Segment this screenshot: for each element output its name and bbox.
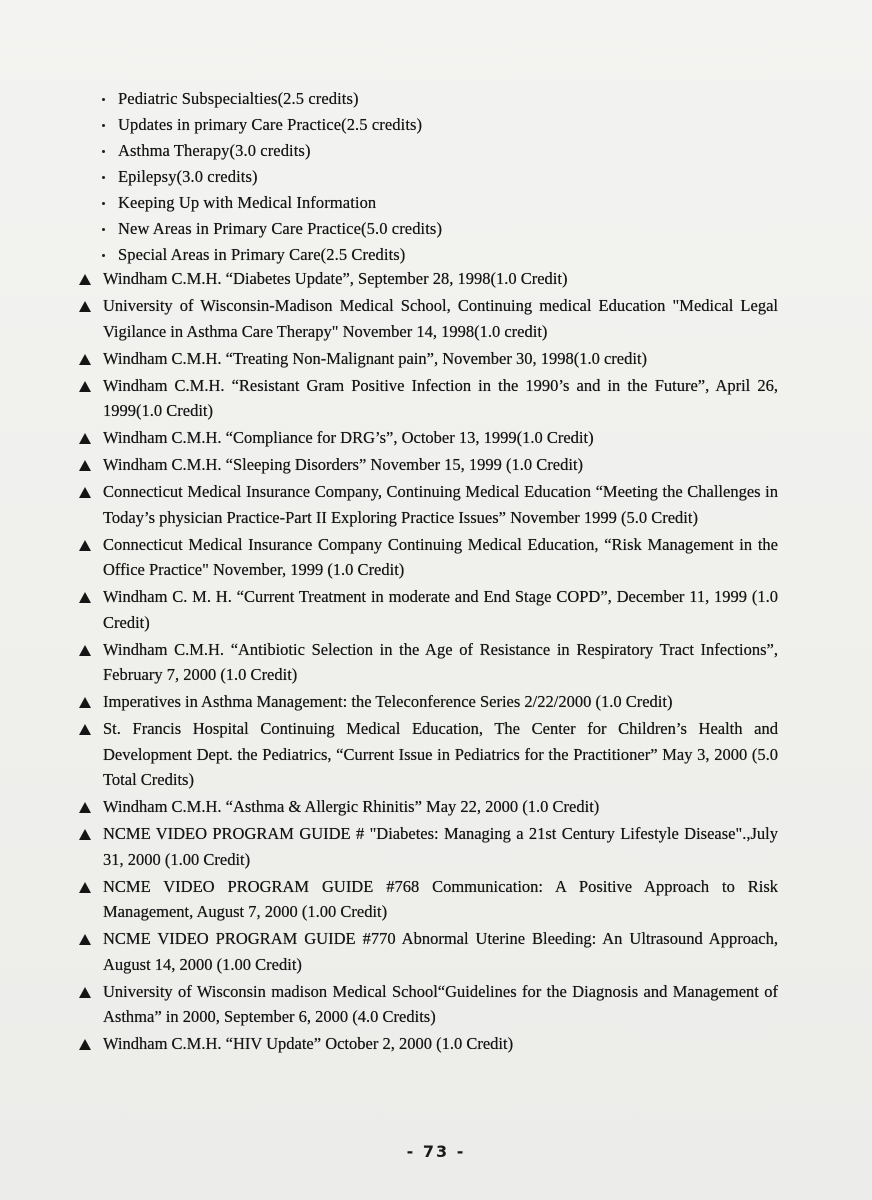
cme-entry <box>78 425 778 451</box>
cme-entry <box>78 373 778 424</box>
cme-entry <box>78 266 778 292</box>
cme-entry-text: NCME VIDEO PROGRAM GUIDE # "Diabetes: Managing a 21st Century Lifestyle Disease".,July 31, 2000 (1.00 Credit) <box>103 824 778 869</box>
sublist-item <box>100 216 442 242</box>
cme-entry-text: Windham C.M.H. “Sleeping Disorders” November 15, 1999 (1.0 Credit) <box>103 455 584 474</box>
page-number: - 73 - <box>406 1142 466 1161</box>
sublist-item <box>100 138 442 164</box>
course-sublist <box>100 86 442 268</box>
triangle-bullet-icon <box>79 934 91 945</box>
cme-entry <box>78 716 778 793</box>
sublist-item-text: New Areas in Primary Care Practice(5.0 credits) <box>118 219 443 238</box>
bullet-dot-icon <box>102 202 105 205</box>
sublist-item <box>100 112 442 138</box>
cme-entry-text: NCME VIDEO PROGRAM GUIDE #770 Abnormal Uterine Bleeding: An Ultrasound Approach, August 14, 2000 (1.00 Credit) <box>103 929 778 974</box>
triangle-bullet-icon <box>79 882 91 893</box>
triangle-bullet-icon <box>79 802 91 813</box>
triangle-bullet-icon <box>79 724 91 735</box>
cme-entry-text: Windham C.M.H. “HIV Update” October 2, 2000 (1.0 Credit) <box>103 1034 514 1053</box>
cme-entry-text: Imperatives in Asthma Management: the Teleconference Series 2/22/2000 (1.0 Credit) <box>103 692 673 711</box>
sublist-item <box>100 242 442 268</box>
sublist-item-text: Asthma Therapy(3.0 credits) <box>118 141 311 160</box>
triangle-bullet-icon <box>79 540 91 551</box>
cme-entry <box>78 1031 778 1057</box>
sublist-item <box>100 164 442 190</box>
cme-entry <box>78 479 778 530</box>
cme-entry <box>78 532 778 583</box>
cme-entry-text: Windham C. M. H. “Current Treatment in moderate and End Stage COPD”, December 11, 1999 (1.0 Credit) <box>103 587 778 632</box>
sublist-item-text: Pediatric Subspecialties(2.5 credits) <box>118 89 359 108</box>
cme-entry-text: Windham C.M.H. “Antibiotic Selection in the Age of Resistance in Respiratory Tract Infections”, February 7, 2000 (1.0 Credit) <box>103 639 778 684</box>
bullet-dot-icon <box>102 176 105 179</box>
cme-entry <box>78 584 778 635</box>
triangle-bullet-icon <box>79 645 91 656</box>
cme-entry-text: Windham C.M.H. “Compliance for DRG’s”, October 13, 1999(1.0 Credit) <box>103 428 594 447</box>
triangle-bullet-icon <box>79 433 91 444</box>
cme-entry-text: NCME VIDEO PROGRAM GUIDE #768 Communication: A Positive Approach to Risk Management, August 7, 2000 (1.00 Credit) <box>103 876 778 921</box>
cme-entry <box>78 794 778 820</box>
sublist-item-text: Keeping Up with Medical Information <box>118 193 377 212</box>
triangle-bullet-icon <box>79 460 91 471</box>
cme-entry <box>78 689 778 715</box>
triangle-bullet-icon <box>79 381 91 392</box>
triangle-bullet-icon <box>79 1039 91 1050</box>
cme-entry <box>78 452 778 478</box>
cme-entry <box>78 821 778 872</box>
bullet-dot-icon <box>102 124 105 127</box>
sublist-item <box>100 86 442 112</box>
cme-entry-text: Windham C.M.H. “Treating Non-Malignant pain”, November 30, 1998(1.0 credit) <box>103 348 648 368</box>
triangle-bullet-icon <box>79 987 91 998</box>
triangle-bullet-icon <box>79 829 91 840</box>
sublist-item-text: Updates in primary Care Practice(2.5 credits) <box>118 115 423 134</box>
cme-entry-text: Connecticut Medical Insurance Company Continuing Medical Education, “Risk Management in the Office Practice" November, 1999 (1.0 Credit) <box>103 534 778 579</box>
sublist-item-text: Epilepsy(3.0 credits) <box>118 167 258 186</box>
sublist-item-text: Special Areas in Primary Care(2.5 Credits) <box>118 245 406 264</box>
triangle-bullet-icon <box>79 301 91 312</box>
cme-entry-text: Connecticut Medical Insurance Company, Continuing Medical Education “Meeting the Challenges in Today’s physician Practice-Part II Exploring Practice Issues” November 1999 (5.0 Credit) <box>103 482 778 527</box>
cme-entry <box>78 637 778 688</box>
triangle-bullet-icon <box>79 487 91 498</box>
triangle-bullet-icon <box>79 274 91 285</box>
triangle-bullet-icon <box>79 354 91 365</box>
bullet-dot-icon <box>102 228 105 231</box>
triangle-bullet-icon <box>79 592 91 603</box>
cme-credit-list <box>78 266 778 1058</box>
cme-entry <box>78 979 778 1030</box>
bullet-dot-icon <box>102 98 105 101</box>
cme-entry-text: St. Francis Hospital Continuing Medical Education, The Center for Children’s Health and Development Dept. the Pediatrics, “Current Issue in Pediatrics for the Practitioner” May 3, 2000 (5.0 Total Credits) <box>103 719 778 789</box>
sublist-item <box>100 190 442 216</box>
cme-entry <box>78 346 778 372</box>
cme-entry <box>78 874 778 925</box>
triangle-bullet-icon <box>79 697 91 708</box>
cme-entry-text: Windham C.M.H. “Resistant Gram Positive Infection in the 1990’s and in the Future”, April 26, 1999(1.0 Credit) <box>103 375 778 420</box>
cme-entry-text: University of Wisconsin madison Medical School“Guidelines for the Diagnosis and Management of Asthma” in 2000, September 6, 2000 (4.0 Credits) <box>103 981 778 1026</box>
cme-entry-text: Windham C.M.H. “Diabetes Update”, September 28, 1998(1.0 Credit) <box>103 269 568 288</box>
cme-entry-text: University of Wisconsin-Madison Medical School, Continuing medical Education "Medical Legal Vigilance in Asthma Care Therapy" November 14, 1998(1.0 credit) <box>103 296 778 341</box>
bullet-dot-icon <box>102 254 105 257</box>
cme-entry-text: Windham C.M.H. “Asthma & Allergic Rhinitis” May 22, 2000 (1.0 Credit) <box>103 797 600 816</box>
cme-entry <box>78 926 778 977</box>
bullet-dot-icon <box>102 150 105 153</box>
cme-entry <box>78 293 778 344</box>
